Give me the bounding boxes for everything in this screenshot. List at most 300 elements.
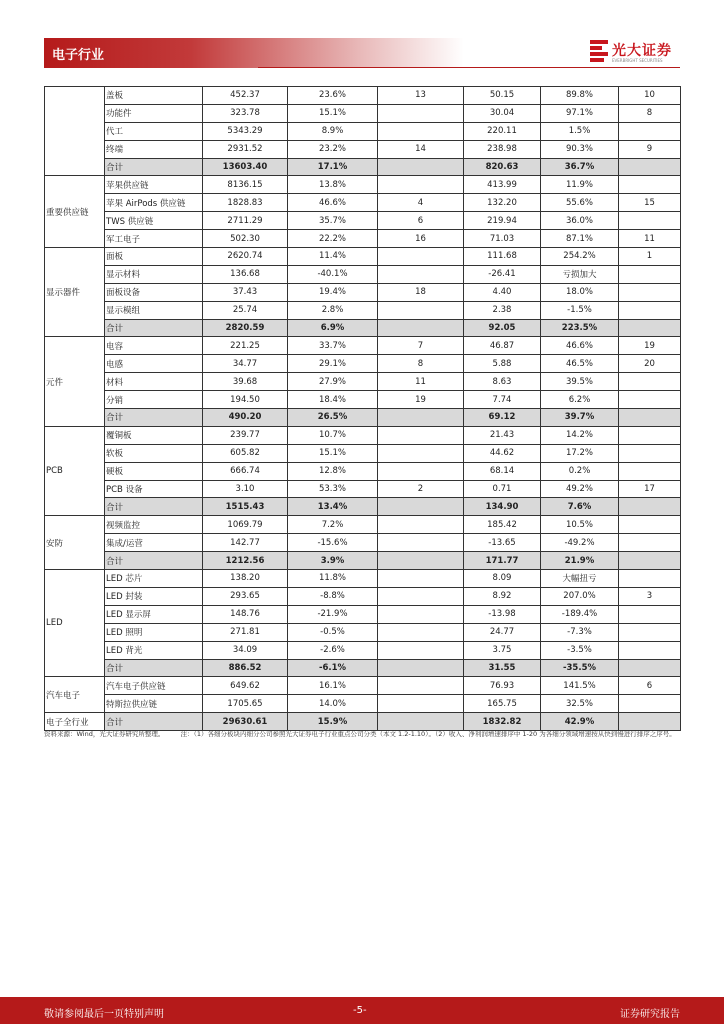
cell-profit: 50.15 xyxy=(464,87,541,105)
cell-sub: TWS 供应链 xyxy=(105,212,203,230)
logo-subtitle: EVERBRIGHT SECURITIES xyxy=(612,58,663,63)
cell-profit-growth: 18.0% xyxy=(541,283,619,301)
cell-profit-rank: 3 xyxy=(619,587,681,605)
cell-rev-growth: 23.2% xyxy=(288,140,378,158)
cell-rev-growth: 27.9% xyxy=(288,373,378,391)
cell-rev-growth: 19.4% xyxy=(288,283,378,301)
cell-rev-growth: 16.1% xyxy=(288,677,378,695)
table-row xyxy=(45,337,681,355)
cell-profit-growth: 21.9% xyxy=(541,552,619,570)
cell-rev-growth: 11.4% xyxy=(288,248,378,266)
cell-rev-growth: -2.6% xyxy=(288,641,378,659)
cell-rev: 666.74 xyxy=(203,462,288,480)
table-row xyxy=(45,570,681,588)
cell-rev: 136.68 xyxy=(203,265,288,283)
cell-profit: 46.87 xyxy=(464,337,541,355)
cell-rev-rank xyxy=(378,641,464,659)
cell-rev-rank: 16 xyxy=(378,230,464,248)
segment-cell: 重要供应链 xyxy=(45,176,105,248)
cell-profit: 3.75 xyxy=(464,641,541,659)
cell-sub: 合计 xyxy=(105,158,203,176)
cell-profit-growth: 39.5% xyxy=(541,373,619,391)
cell-rev-growth: 53.3% xyxy=(288,480,378,498)
cell-profit-growth: -1.5% xyxy=(541,301,619,319)
cell-sub: 分销 xyxy=(105,391,203,409)
cell-profit-rank: 9 xyxy=(619,140,681,158)
cell-profit: 2.38 xyxy=(464,301,541,319)
cell-profit: 8.92 xyxy=(464,587,541,605)
cell-profit: 7.74 xyxy=(464,391,541,409)
cell-sub: 特斯拉供应链 xyxy=(105,695,203,713)
cell-rev-rank xyxy=(378,552,464,570)
cell-rev-rank xyxy=(378,570,464,588)
cell-sub: 合计 xyxy=(105,713,203,731)
cell-profit-rank xyxy=(619,552,681,570)
cell-rev: 13603.40 xyxy=(203,158,288,176)
cell-rev: 138.20 xyxy=(203,570,288,588)
cell-sub: 盖板 xyxy=(105,87,203,105)
cell-profit-rank: 15 xyxy=(619,194,681,212)
cell-rev-rank xyxy=(378,319,464,337)
table-row xyxy=(45,176,681,194)
table-row xyxy=(45,480,681,498)
table-row xyxy=(45,230,681,248)
cell-rev-rank xyxy=(378,409,464,427)
cell-profit-rank: 10 xyxy=(619,87,681,105)
cell-profit-rank: 19 xyxy=(619,337,681,355)
cell-rev-growth: 10.7% xyxy=(288,426,378,444)
segment-cell: 元件 xyxy=(45,337,105,426)
cell-rev-rank xyxy=(378,301,464,319)
cell-rev-rank xyxy=(378,695,464,713)
cell-sub: 合计 xyxy=(105,409,203,427)
table-source-note: 资料来源：Wind，光大证券研究所整理。 注：（1）各细分板块内细分公司参照光大证券电子行业重点公司分类（本文 1.2-1.10）。（2）收入、净利润增速排序中 1-20 为各细分领域增速按从快到慢进行排序之序号。 xyxy=(44,730,676,738)
section-title: 电子行业 xyxy=(52,48,105,63)
cell-rev-rank xyxy=(378,587,464,605)
cell-profit-rank xyxy=(619,605,681,623)
cell-profit-growth: 97.1% xyxy=(541,104,619,122)
cell-sub: LED 显示屏 xyxy=(105,605,203,623)
cell-profit-growth: 141.5% xyxy=(541,677,619,695)
cell-profit-rank: 1 xyxy=(619,248,681,266)
cell-profit-growth: -7.3% xyxy=(541,623,619,641)
cell-profit: 111.68 xyxy=(464,248,541,266)
cell-profit-growth: 46.6% xyxy=(541,337,619,355)
cell-rev-growth: 7.2% xyxy=(288,516,378,534)
cell-rev-growth: 13.8% xyxy=(288,176,378,194)
cell-rev: 221.25 xyxy=(203,337,288,355)
cell-profit: 5.88 xyxy=(464,355,541,373)
table-row xyxy=(45,462,681,480)
cell-profit-growth: 207.0% xyxy=(541,587,619,605)
table-row xyxy=(45,265,681,283)
cell-profit-growth: 39.7% xyxy=(541,409,619,427)
table-row xyxy=(45,659,681,677)
cell-rev-growth: 17.1% xyxy=(288,158,378,176)
cell-profit-rank: 20 xyxy=(619,355,681,373)
cell-profit: 1832.82 xyxy=(464,713,541,731)
segment-cell: 汽车电子 xyxy=(45,677,105,713)
cell-profit: 8.63 xyxy=(464,373,541,391)
cell-profit-growth: -35.5% xyxy=(541,659,619,677)
table-row xyxy=(45,158,681,176)
table-row xyxy=(45,426,681,444)
cell-rev: 194.50 xyxy=(203,391,288,409)
cell-rev: 34.09 xyxy=(203,641,288,659)
cell-sub: 面板 xyxy=(105,248,203,266)
cell-profit: 165.75 xyxy=(464,695,541,713)
cell-profit-rank xyxy=(619,659,681,677)
cell-profit-growth: 254.2% xyxy=(541,248,619,266)
cell-sub: 电容 xyxy=(105,337,203,355)
cell-profit-rank xyxy=(619,176,681,194)
cell-rev: 323.78 xyxy=(203,104,288,122)
cell-profit: 413.99 xyxy=(464,176,541,194)
table-row xyxy=(45,301,681,319)
cell-profit: -26.41 xyxy=(464,265,541,283)
cell-sub: 功能件 xyxy=(105,104,203,122)
logo-mark-icon xyxy=(590,40,608,64)
cell-profit: 820.63 xyxy=(464,158,541,176)
cell-profit: 219.94 xyxy=(464,212,541,230)
cell-profit: 132.20 xyxy=(464,194,541,212)
cell-profit-rank xyxy=(619,444,681,462)
cell-sub: LED 封装 xyxy=(105,587,203,605)
cell-sub: LED 背光 xyxy=(105,641,203,659)
cell-rev: 886.52 xyxy=(203,659,288,677)
cell-rev-growth: 26.5% xyxy=(288,409,378,427)
cell-profit-rank xyxy=(619,391,681,409)
cell-profit-growth: 14.2% xyxy=(541,426,619,444)
table-row xyxy=(45,104,681,122)
cell-profit-growth: 7.6% xyxy=(541,498,619,516)
cell-rev-rank xyxy=(378,498,464,516)
cell-rev: 1212.56 xyxy=(203,552,288,570)
cell-sub: 合计 xyxy=(105,498,203,516)
cell-sub: LED 芯片 xyxy=(105,570,203,588)
cell-profit-growth: 46.5% xyxy=(541,355,619,373)
table-row xyxy=(45,677,681,695)
cell-rev: 293.65 xyxy=(203,587,288,605)
table-row xyxy=(45,248,681,266)
cell-profit: 4.40 xyxy=(464,283,541,301)
cell-profit-growth: 大幅扭亏 xyxy=(541,570,619,588)
cell-rev-growth: 13.4% xyxy=(288,498,378,516)
cell-rev: 239.77 xyxy=(203,426,288,444)
cell-profit-rank xyxy=(619,426,681,444)
cell-rev: 25.74 xyxy=(203,301,288,319)
cell-profit: 134.90 xyxy=(464,498,541,516)
cell-profit-growth: 32.5% xyxy=(541,695,619,713)
cell-rev-rank xyxy=(378,158,464,176)
table-row xyxy=(45,713,681,731)
cell-rev-rank: 2 xyxy=(378,480,464,498)
cell-rev: 452.37 xyxy=(203,87,288,105)
cell-sub: 合计 xyxy=(105,659,203,677)
cell-profit: 220.11 xyxy=(464,122,541,140)
cell-rev-rank xyxy=(378,713,464,731)
cell-profit-growth: 49.2% xyxy=(541,480,619,498)
cell-profit: 21.43 xyxy=(464,426,541,444)
cell-rev-rank xyxy=(378,659,464,677)
section-header-bar xyxy=(44,38,464,68)
cell-rev: 1705.65 xyxy=(203,695,288,713)
cell-profit-rank xyxy=(619,713,681,731)
cell-profit: 238.98 xyxy=(464,140,541,158)
cell-rev: 605.82 xyxy=(203,444,288,462)
cell-rev: 2820.59 xyxy=(203,319,288,337)
table-row xyxy=(45,605,681,623)
cell-profit: 44.62 xyxy=(464,444,541,462)
cell-rev-rank xyxy=(378,122,464,140)
cell-rev-rank xyxy=(378,426,464,444)
cell-rev: 502.30 xyxy=(203,230,288,248)
cell-rev-rank xyxy=(378,623,464,641)
cell-sub: 苹果供应链 xyxy=(105,176,203,194)
footer-disclaimer: 敬请参阅最后一页特别声明 xyxy=(44,1009,164,1020)
cell-profit-growth: 17.2% xyxy=(541,444,619,462)
cell-profit-rank: 11 xyxy=(619,230,681,248)
cell-sub: 合计 xyxy=(105,319,203,337)
cell-sub: 视频监控 xyxy=(105,516,203,534)
cell-sub: 材料 xyxy=(105,373,203,391)
cell-rev-growth: 14.0% xyxy=(288,695,378,713)
cell-profit-growth: 亏损加大 xyxy=(541,265,619,283)
cell-sub: 军工电子 xyxy=(105,230,203,248)
cell-sub: PCB 设备 xyxy=(105,480,203,498)
cell-rev-growth: 2.8% xyxy=(288,301,378,319)
table-row xyxy=(45,87,681,105)
cell-profit-growth: -189.4% xyxy=(541,605,619,623)
cell-profit-rank xyxy=(619,319,681,337)
cell-rev-rank: 7 xyxy=(378,337,464,355)
cell-profit: 24.77 xyxy=(464,623,541,641)
cell-profit-rank xyxy=(619,373,681,391)
cell-profit-rank: 6 xyxy=(619,677,681,695)
cell-rev: 148.76 xyxy=(203,605,288,623)
cell-rev-growth: -15.6% xyxy=(288,534,378,552)
table-row xyxy=(45,319,681,337)
cell-rev: 8136.15 xyxy=(203,176,288,194)
cell-rev-growth: 35.7% xyxy=(288,212,378,230)
cell-profit: -13.65 xyxy=(464,534,541,552)
table-row xyxy=(45,140,681,158)
cell-profit: 8.09 xyxy=(464,570,541,588)
cell-sub: 面板设备 xyxy=(105,283,203,301)
cell-profit: 30.04 xyxy=(464,104,541,122)
cell-profit-growth: -49.2% xyxy=(541,534,619,552)
cell-sub: 显示材料 xyxy=(105,265,203,283)
cell-rev-rank xyxy=(378,605,464,623)
cell-profit-growth: 1.5% xyxy=(541,122,619,140)
cell-sub: 电感 xyxy=(105,355,203,373)
cell-profit: 68.14 xyxy=(464,462,541,480)
cell-profit: 31.55 xyxy=(464,659,541,677)
cell-profit-growth: 87.1% xyxy=(541,230,619,248)
cell-rev-growth: -0.5% xyxy=(288,623,378,641)
cell-sub: 显示模组 xyxy=(105,301,203,319)
cell-rev-rank: 19 xyxy=(378,391,464,409)
cell-sub: 代工 xyxy=(105,122,203,140)
industry-performance-table xyxy=(44,86,681,731)
cell-rev-rank: 4 xyxy=(378,194,464,212)
cell-profit-rank xyxy=(619,212,681,230)
cell-rev-rank: 6 xyxy=(378,212,464,230)
cell-rev-rank xyxy=(378,462,464,480)
cell-sub: LED 照明 xyxy=(105,623,203,641)
page-footer xyxy=(0,997,724,1024)
table-row xyxy=(45,212,681,230)
cell-sub: 终端 xyxy=(105,140,203,158)
cell-rev: 29630.61 xyxy=(203,713,288,731)
cell-rev-rank: 8 xyxy=(378,355,464,373)
cell-rev-rank xyxy=(378,534,464,552)
cell-profit-rank xyxy=(619,695,681,713)
cell-profit-rank xyxy=(619,158,681,176)
table-row xyxy=(45,516,681,534)
cell-rev: 2711.29 xyxy=(203,212,288,230)
cell-rev: 271.81 xyxy=(203,623,288,641)
cell-rev: 142.77 xyxy=(203,534,288,552)
cell-rev-growth: -21.9% xyxy=(288,605,378,623)
cell-profit: 0.71 xyxy=(464,480,541,498)
cell-rev-growth: 29.1% xyxy=(288,355,378,373)
cell-profit-rank xyxy=(619,641,681,659)
cell-rev-growth: 8.9% xyxy=(288,122,378,140)
cell-rev: 1069.79 xyxy=(203,516,288,534)
cell-rev-rank xyxy=(378,677,464,695)
cell-profit-rank xyxy=(619,498,681,516)
cell-profit-rank xyxy=(619,122,681,140)
cell-rev-rank xyxy=(378,176,464,194)
cell-profit-rank xyxy=(619,265,681,283)
cell-profit-rank: 8 xyxy=(619,104,681,122)
cell-profit-rank xyxy=(619,462,681,480)
page-number: -5- xyxy=(353,1005,367,1016)
cell-profit-rank xyxy=(619,623,681,641)
cell-profit-rank xyxy=(619,534,681,552)
segment-cell: PCB xyxy=(45,426,105,515)
cell-sub: 集成/运营 xyxy=(105,534,203,552)
cell-profit-rank xyxy=(619,283,681,301)
cell-rev: 34.77 xyxy=(203,355,288,373)
table-row xyxy=(45,194,681,212)
company-logo xyxy=(590,40,682,66)
cell-rev-growth: -40.1% xyxy=(288,265,378,283)
cell-profit-rank: 17 xyxy=(619,480,681,498)
logo-name: 光大证券 xyxy=(612,43,672,59)
cell-profit: 69.12 xyxy=(464,409,541,427)
cell-rev-growth: 15.1% xyxy=(288,104,378,122)
cell-rev: 3.10 xyxy=(203,480,288,498)
cell-profit-rank xyxy=(619,409,681,427)
cell-rev-growth: -8.8% xyxy=(288,587,378,605)
cell-rev: 5343.29 xyxy=(203,122,288,140)
cell-rev-growth: 23.6% xyxy=(288,87,378,105)
table-row xyxy=(45,695,681,713)
table-row xyxy=(45,587,681,605)
cell-rev-rank xyxy=(378,444,464,462)
table-row xyxy=(45,355,681,373)
table-row xyxy=(45,534,681,552)
cell-profit-growth: 10.5% xyxy=(541,516,619,534)
cell-rev: 490.20 xyxy=(203,409,288,427)
cell-rev-growth: 33.7% xyxy=(288,337,378,355)
cell-rev: 1828.83 xyxy=(203,194,288,212)
cell-rev-growth: 15.1% xyxy=(288,444,378,462)
cell-rev: 649.62 xyxy=(203,677,288,695)
cell-profit-growth: 55.6% xyxy=(541,194,619,212)
cell-rev-growth: 3.9% xyxy=(288,552,378,570)
cell-rev-growth: 22.2% xyxy=(288,230,378,248)
segment-cell: 显示器件 xyxy=(45,248,105,337)
table-row xyxy=(45,498,681,516)
cell-sub: 硬板 xyxy=(105,462,203,480)
table-row xyxy=(45,122,681,140)
cell-profit: 171.77 xyxy=(464,552,541,570)
cell-profit-growth: 42.9% xyxy=(541,713,619,731)
segment-cell: LED xyxy=(45,570,105,677)
cell-profit: 76.93 xyxy=(464,677,541,695)
table-row xyxy=(45,391,681,409)
cell-profit-growth: 89.8% xyxy=(541,87,619,105)
cell-rev: 39.68 xyxy=(203,373,288,391)
cell-rev-rank: 11 xyxy=(378,373,464,391)
cell-profit-rank xyxy=(619,516,681,534)
cell-rev-growth: 46.6% xyxy=(288,194,378,212)
table-row xyxy=(45,409,681,427)
cell-rev-growth: 11.8% xyxy=(288,570,378,588)
table-row xyxy=(45,373,681,391)
footer-report-type: 证券研究报告 xyxy=(620,1009,680,1020)
cell-rev-growth: 12.8% xyxy=(288,462,378,480)
cell-profit: 92.05 xyxy=(464,319,541,337)
cell-rev-rank: 18 xyxy=(378,283,464,301)
cell-rev: 2931.52 xyxy=(203,140,288,158)
cell-profit: 185.42 xyxy=(464,516,541,534)
segment-cell: 电子全行业 xyxy=(45,713,105,731)
cell-profit-growth: 36.0% xyxy=(541,212,619,230)
segment-cell xyxy=(45,87,105,176)
cell-rev: 2620.74 xyxy=(203,248,288,266)
cell-profit: 71.03 xyxy=(464,230,541,248)
cell-rev-rank: 13 xyxy=(378,87,464,105)
table-row xyxy=(45,444,681,462)
cell-rev: 37.43 xyxy=(203,283,288,301)
cell-rev-rank: 14 xyxy=(378,140,464,158)
cell-rev-rank xyxy=(378,104,464,122)
cell-profit-rank xyxy=(619,301,681,319)
header-rule xyxy=(258,67,680,68)
cell-profit-growth: 36.7% xyxy=(541,158,619,176)
cell-rev-growth: -6.1% xyxy=(288,659,378,677)
cell-rev-growth: 18.4% xyxy=(288,391,378,409)
cell-rev-growth: 15.9% xyxy=(288,713,378,731)
cell-profit-growth: -3.5% xyxy=(541,641,619,659)
cell-profit-rank xyxy=(619,570,681,588)
cell-rev-growth: 6.9% xyxy=(288,319,378,337)
cell-profit-growth: 0.2% xyxy=(541,462,619,480)
cell-sub: 覆铜板 xyxy=(105,426,203,444)
cell-sub: 软板 xyxy=(105,444,203,462)
cell-rev-rank xyxy=(378,265,464,283)
cell-profit-growth: 11.9% xyxy=(541,176,619,194)
table-row xyxy=(45,641,681,659)
segment-cell: 安防 xyxy=(45,516,105,570)
cell-profit-growth: 6.2% xyxy=(541,391,619,409)
cell-rev-rank xyxy=(378,248,464,266)
table-row xyxy=(45,623,681,641)
